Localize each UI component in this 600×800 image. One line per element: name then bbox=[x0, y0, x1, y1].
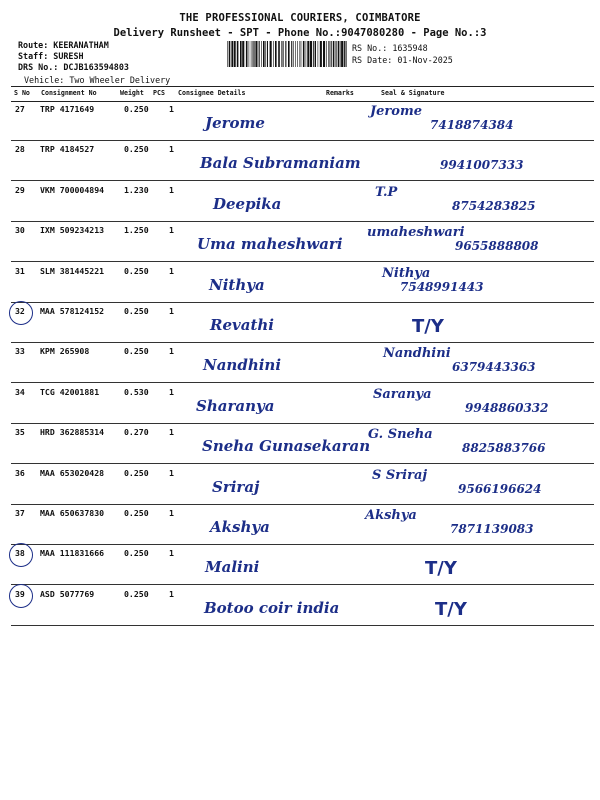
pcs-cell: 1 bbox=[169, 306, 174, 316]
runsheet-title: Delivery Runsheet - SPT - Phone No.:9047080280 - Page No.:3 bbox=[113, 27, 487, 39]
signature: Saranya bbox=[373, 386, 432, 402]
col-sno: S No bbox=[14, 89, 30, 97]
ink-circle-mark bbox=[9, 543, 33, 567]
sno-cell: 30 bbox=[15, 225, 25, 236]
col-consignee: Consignee Details bbox=[178, 89, 246, 97]
weight-cell: 0.530 bbox=[124, 386, 149, 397]
signature: T/Y bbox=[412, 316, 444, 337]
consignment-cell: VKM 700004894 bbox=[40, 184, 105, 195]
consignee-name: Uma maheshwari bbox=[197, 235, 343, 254]
route-label: Route: KEERANATHAM bbox=[18, 40, 109, 50]
signature: Nandhini bbox=[383, 346, 451, 362]
staff-label: Staff: SURESH bbox=[18, 51, 84, 61]
consignee-name: Nithya bbox=[209, 275, 265, 294]
consignee-name: Bala Subramaniam bbox=[200, 154, 361, 173]
weight-cell: 1.250 bbox=[124, 225, 149, 236]
pcs-cell: 1 bbox=[169, 346, 174, 357]
weight-cell: 0.250 bbox=[124, 306, 149, 316]
rs-date: RS Date: 01-Nov-2025 bbox=[352, 55, 453, 65]
sno-cell: 31 bbox=[15, 265, 25, 276]
rs-number: RS No.: 1635948 bbox=[352, 43, 428, 53]
table-row bbox=[11, 302, 594, 343]
consignee-name: Akshya bbox=[210, 518, 270, 536]
consignment-cell: HRD 362885314 bbox=[40, 427, 105, 438]
barcode bbox=[227, 41, 347, 67]
company-title: THE PROFESSIONAL COURIERS, COIMBATORE bbox=[179, 12, 421, 24]
consignment-cell: MAA 653020428 bbox=[40, 467, 105, 478]
sno-cell: 34 bbox=[15, 386, 25, 397]
table-row bbox=[11, 342, 594, 383]
weight-cell: 0.250 bbox=[124, 346, 149, 357]
runsheet-meta bbox=[18, 40, 170, 86]
signature: T/Y bbox=[425, 558, 457, 580]
table-row bbox=[11, 544, 594, 585]
pcs-cell: 1 bbox=[169, 386, 174, 397]
sno-cell: 36 bbox=[15, 467, 25, 478]
consignee-name: Sneha Gunasekaran bbox=[202, 437, 371, 456]
col-consignment: Consignment No bbox=[41, 89, 97, 97]
pcs-cell: 1 bbox=[169, 144, 174, 155]
signature: T/Y bbox=[435, 598, 467, 620]
rs-info bbox=[352, 42, 453, 66]
table-row bbox=[11, 181, 594, 222]
consignee-name: Malini bbox=[205, 558, 260, 577]
weight-cell: 0.250 bbox=[124, 144, 149, 155]
ink-circle-mark bbox=[9, 584, 33, 608]
phone-number: 9655888808 bbox=[455, 239, 539, 254]
weight-cell: 0.250 bbox=[124, 588, 149, 599]
pcs-cell: 1 bbox=[169, 427, 174, 438]
sno-cell: 33 bbox=[15, 346, 25, 357]
table-row bbox=[11, 100, 594, 141]
consignee-name: Sharanya bbox=[196, 396, 275, 415]
signature: G. Sneha bbox=[368, 427, 433, 443]
phone-number: 7548991443 bbox=[400, 279, 484, 294]
phone-number: 9941007333 bbox=[440, 158, 524, 173]
consignee-name: Deepika bbox=[213, 194, 282, 213]
col-remarks: Remarks bbox=[326, 89, 354, 97]
phone-number: 7871139083 bbox=[450, 522, 534, 536]
consignee-name: Revathi bbox=[210, 316, 274, 334]
table-row bbox=[11, 585, 594, 626]
consignment-cell: SLM 381445221 bbox=[40, 265, 105, 276]
table-row bbox=[11, 464, 594, 505]
consignment-cell: MAA 650637830 bbox=[40, 508, 105, 518]
phone-number: 8825883766 bbox=[462, 441, 546, 456]
sno-cell: 27 bbox=[15, 104, 25, 114]
consignment-cell: TCG 42001881 bbox=[40, 386, 100, 397]
phone-number: 8754283825 bbox=[452, 198, 536, 213]
pcs-cell: 1 bbox=[169, 225, 174, 236]
signature: T.P bbox=[375, 184, 398, 200]
consignment-cell: KPM 265908 bbox=[40, 346, 90, 357]
table-row bbox=[11, 221, 594, 262]
consignee-name: Nandhini bbox=[203, 356, 282, 375]
sno-cell: 39 bbox=[15, 588, 25, 599]
signature: Akshya bbox=[365, 508, 417, 523]
table-row bbox=[11, 383, 594, 424]
consignment-cell: TRP 4171649 bbox=[40, 104, 95, 114]
phone-number: 6379443363 bbox=[452, 360, 536, 375]
weight-cell: 1.230 bbox=[124, 184, 149, 195]
pcs-cell: 1 bbox=[169, 265, 174, 276]
consignment-cell: MAA 111831666 bbox=[40, 548, 105, 559]
signature: Nithya bbox=[382, 265, 431, 281]
consignee-name: Sriraj bbox=[212, 477, 260, 496]
vehicle-label: Vehicle: Two Wheeler Delivery bbox=[24, 75, 171, 85]
phone-number: 7418874384 bbox=[430, 118, 514, 132]
weight-cell: 0.250 bbox=[124, 265, 149, 276]
consignee-name: Jerome bbox=[205, 114, 265, 132]
sno-cell: 35 bbox=[15, 427, 25, 438]
col-pcs: PCS bbox=[153, 89, 165, 97]
consignment-cell: ASD 5077769 bbox=[40, 588, 95, 599]
weight-cell: 0.250 bbox=[124, 104, 149, 114]
col-weight: Weight bbox=[120, 89, 144, 97]
pcs-cell: 1 bbox=[169, 508, 174, 518]
consignment-cell: TRP 4184527 bbox=[40, 144, 95, 155]
sno-cell: 32 bbox=[15, 306, 25, 316]
signature: umaheshwari bbox=[367, 225, 465, 241]
table-row bbox=[11, 262, 594, 303]
consignment-cell: MAA 578124152 bbox=[40, 306, 105, 316]
phone-number: 9948860332 bbox=[465, 400, 549, 415]
table-row bbox=[11, 423, 594, 464]
table-row bbox=[11, 140, 594, 181]
drs-label: DRS No.: DCJB163594803 bbox=[18, 62, 129, 72]
pcs-cell: 1 bbox=[169, 104, 174, 114]
pcs-cell: 1 bbox=[169, 467, 174, 478]
sno-cell: 29 bbox=[15, 184, 25, 195]
signature: S Sriraj bbox=[372, 467, 428, 483]
signature: Jerome bbox=[370, 104, 422, 119]
table-row bbox=[11, 504, 594, 545]
col-seal: Seal & Signature bbox=[381, 89, 445, 97]
consignment-cell: IXM 509234213 bbox=[40, 225, 105, 236]
weight-cell: 0.270 bbox=[124, 427, 149, 438]
sno-cell: 38 bbox=[15, 548, 25, 559]
weight-cell: 0.250 bbox=[124, 508, 149, 518]
pcs-cell: 1 bbox=[169, 588, 174, 599]
weight-cell: 0.250 bbox=[124, 548, 149, 559]
consignee-name: Botoo coir india bbox=[204, 598, 340, 617]
phone-number: 9566196624 bbox=[458, 481, 542, 496]
pcs-cell: 1 bbox=[169, 184, 174, 195]
sno-cell: 37 bbox=[15, 508, 25, 518]
pcs-cell: 1 bbox=[169, 548, 174, 559]
ink-circle-mark bbox=[9, 301, 33, 325]
weight-cell: 0.250 bbox=[124, 467, 149, 478]
sno-cell: 28 bbox=[15, 144, 25, 155]
